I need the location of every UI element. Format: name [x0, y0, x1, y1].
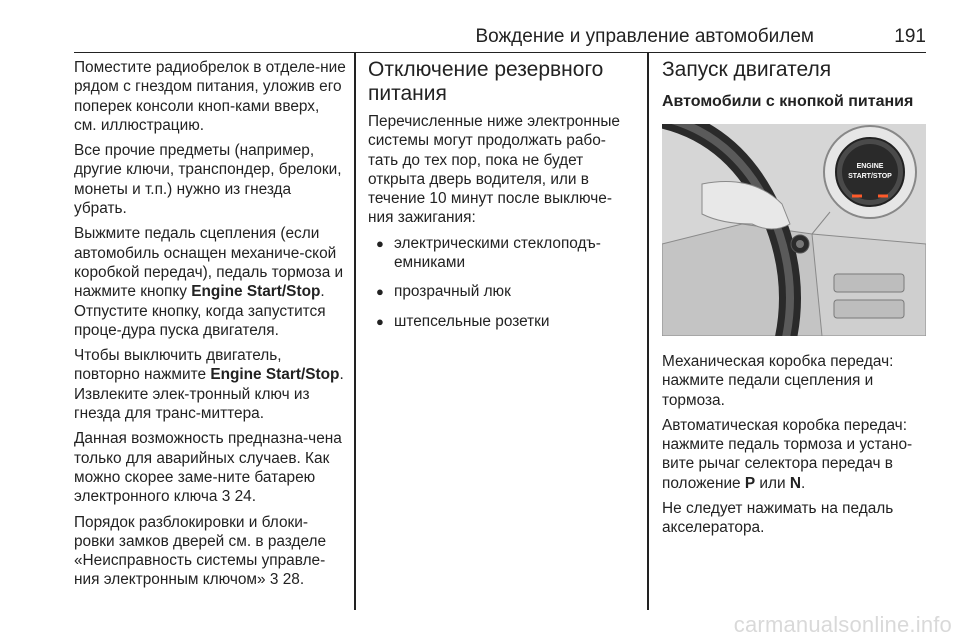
list-item — [368, 312, 636, 331]
paragraph-text: . — [801, 474, 806, 492]
page-reference[interactable]: 3 24. — [221, 488, 256, 506]
bullet-list — [368, 234, 636, 331]
column-left — [74, 58, 346, 596]
paragraph-text: Чтобы выключить двигатель, повторно нажмите — [74, 347, 282, 384]
paragraph — [74, 513, 346, 590]
control-name: Engine Start/Stop — [210, 366, 340, 384]
illustration-drawing — [662, 124, 926, 336]
paragraph — [74, 429, 346, 506]
figure-button-label-1: ENGINE — [856, 163, 884, 170]
paragraph — [74, 224, 346, 340]
paragraph — [74, 346, 346, 423]
column-middle — [368, 58, 636, 341]
list-item — [368, 234, 636, 273]
list-item-text: прозрачный люк — [394, 283, 511, 301]
paragraph — [662, 416, 932, 493]
control-name: Engine Start/Stop — [191, 283, 321, 301]
watermark: carmanualsonline.info — [733, 612, 952, 637]
page-reference[interactable]: 3 28. — [269, 571, 305, 589]
paragraph-text: Порядок разблокировки и блоки-ровки замков дверей см. в разделе «Неисправность системы управле-ния электронным ключом» — [74, 513, 327, 589]
list-item-text: электрическими стеклоподъ-емниками — [394, 234, 601, 272]
paragraph: Все прочие предметы (например, другие ключи, транспондер, брелоки, монеты и т.п.) нужно из гнезда убрать. — [74, 142, 342, 218]
section-heading: Отключение резервного питания — [368, 58, 604, 105]
paragraph: Механическая коробка передач: нажмите педали сцепления и тормоза. — [662, 353, 894, 409]
column-right — [662, 58, 932, 544]
gear-position-p: P — [744, 474, 756, 492]
subsection-heading: Автомобили с кнопкой питания — [662, 93, 914, 110]
list-item-text: штепсельные розетки — [394, 312, 550, 330]
figure-button-label-2: START/STOP — [848, 173, 892, 180]
paragraph-text: . Отпустите кнопку, когда запустится проце-дура пуска двигателя. — [74, 283, 326, 339]
bullet-icon: ● — [376, 313, 384, 329]
paragraph: Не следует нажимать на педаль акселератора. — [662, 500, 894, 537]
bullet-icon: ● — [376, 235, 384, 251]
paragraph-text: . Извлеките элек-тронный ключ из гнезда для транс-миттера. — [74, 366, 344, 423]
paragraph-text: Данная возможность предназна-чена только для аварийных случаев. Как можно скорее заме-ните батарею электронного ключа — [74, 430, 342, 506]
paragraph: Поместите радиобрелок в отделе-ние рядом с гнездом питания, уложив его поперек консоли кноп-ками вверх, см. иллюстрацию. — [74, 59, 346, 134]
page-number: 191 — [894, 26, 926, 47]
list-item — [368, 282, 636, 301]
gear-position-n: N — [789, 474, 802, 492]
header-title: Вождение и управление автомобилем — [475, 26, 814, 47]
column-divider-2 — [647, 52, 649, 610]
paragraph-text: Выжмите педаль сцепления (если автомобиль оснащен механиче-ской коробкой передач), педаль тормоза и нажмите кнопку — [74, 225, 344, 301]
bullet-icon: ● — [376, 284, 384, 300]
engine-start-illustration — [662, 124, 926, 336]
page-header — [74, 26, 926, 53]
paragraph-text: Автоматическая коробка передач: нажмите педаль тормоза и устано-вите рычаг селектора передач в положение — [662, 416, 913, 492]
section-heading: Запуск двигателя — [662, 58, 832, 81]
paragraph: Перечисленные ниже электронные системы могут продолжать рабо-тать до тех пор, пока не будет открыта дверь водителя, или в течение 10 минут после выключе-ния зажигания: — [368, 113, 620, 227]
paragraph-text: или — [755, 474, 790, 492]
column-divider-1 — [354, 52, 356, 610]
